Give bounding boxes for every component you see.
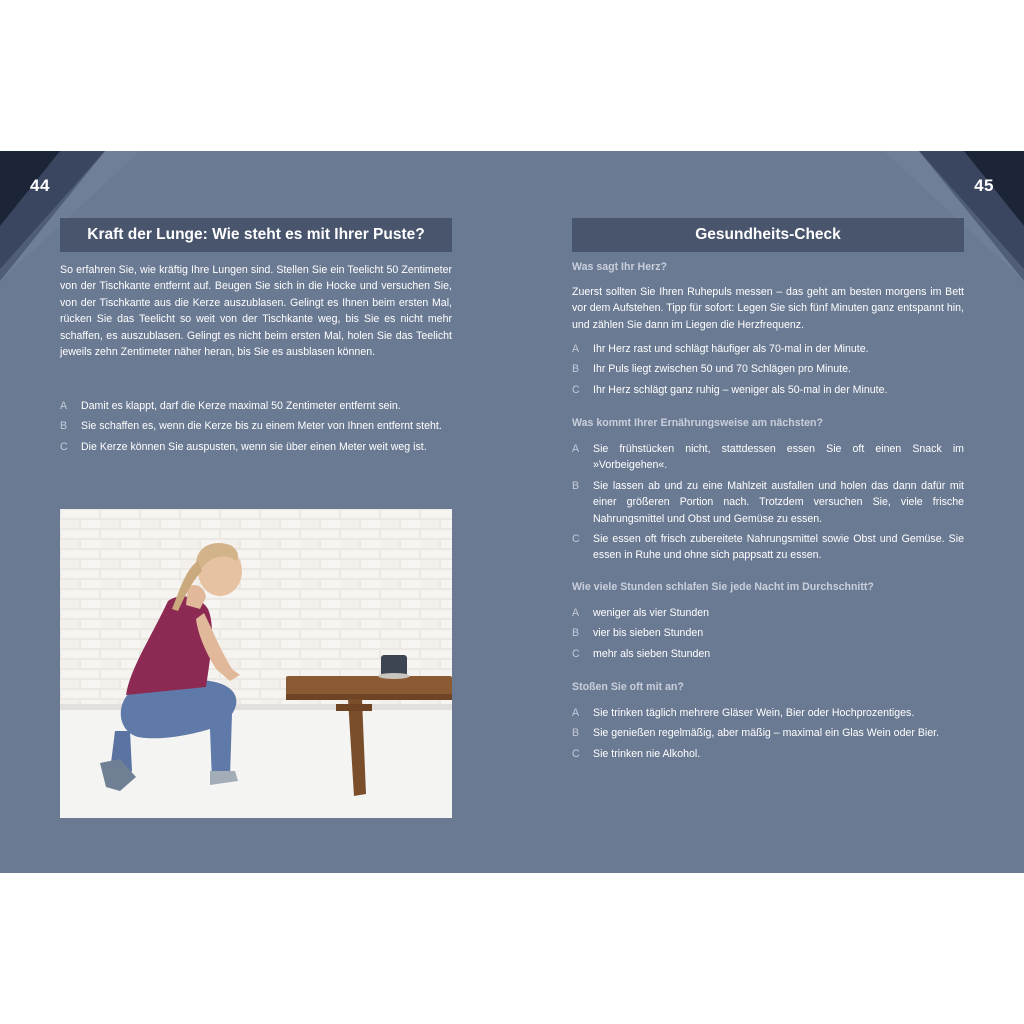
list-item <box>572 441 964 474</box>
option-text: weniger als vier Stunden <box>593 607 710 619</box>
list-item <box>572 746 964 762</box>
option-letter: C <box>572 533 580 546</box>
list-item <box>572 646 964 662</box>
option-text: Sie trinken nie Alkohol. <box>593 747 701 760</box>
list-item <box>572 705 964 721</box>
section-intro: Zuerst sollten Sie Ihren Ruhepuls messen – das geht am besten morgens im Bett vor dem Aufstehen. Tipp für sofort: Legen Sie sich fünf Minuten ganz entspannt hin, und zählen Sie dann im Liegen die Herzfrequenz. <box>572 286 964 331</box>
option-text: Sie lassen ab und zu eine Mahlzeit ausfallen und holen das dann dafür mit einer größeren Portion nach. Trotzdem versuchen Sie, viele frische Nahrungsmittel und Obst und Gemüse zu essen. <box>593 479 964 525</box>
candle-exercise-photo <box>60 509 452 818</box>
left-page-title: Kraft der Lunge: Wie steht es mit Ihrer Puste? <box>87 226 425 243</box>
list-item <box>60 398 452 414</box>
photo-illustration <box>60 509 452 818</box>
option-text: Ihr Puls liegt zwischen 50 und 70 Schlägen pro Minute. <box>593 363 851 376</box>
option-text: Sie schaffen es, wenn die Kerze bis zu einem Meter von Ihnen entfernt steht. <box>81 420 442 433</box>
option-letter: C <box>572 747 580 760</box>
option-letter: C <box>60 440 68 453</box>
list-item <box>572 531 964 564</box>
option-letter: A <box>572 443 580 455</box>
list-item <box>572 341 964 357</box>
page-number-left: 44 <box>30 176 50 195</box>
left-title-banner <box>60 218 452 252</box>
question-heading: Wie viele Stunden schlafen Sie jede Nacht im Durchschnitt? <box>572 581 874 593</box>
option-text: Die Kerze können Sie auspusten, wenn sie über einen Meter weit weg ist. <box>81 440 427 453</box>
option-text: vier bis sieben Stunden <box>593 627 704 640</box>
option-text: Sie frühstücken nicht, stattdessen essen Sie oft einen Snack im »Vorbeigehen«. <box>593 443 964 472</box>
options-list-sleep <box>572 605 964 666</box>
list-item <box>60 418 452 434</box>
option-letter: B <box>572 363 580 376</box>
option-text: Sie genießen regelmäßig, aber mäßig – maximal ein Glas Wein oder Bier. <box>593 727 940 740</box>
options-list-heart <box>572 341 964 402</box>
options-list-alcohol <box>572 705 964 766</box>
option-letter: B <box>572 627 580 640</box>
left-intro-paragraph: So erfahren Sie, wie kräftig Ihre Lungen sind. Stellen Sie ein Teelicht 50 Zentimeter von der Tischkante entfernt auf. Beugen Sie sich in die Hocke und versuchen Sie, von der Tischkante aus die Kerze auszublasen. Gelingt es Ihnen beim ersten Mal, rücken Sie das Teelicht so weit von der Tischkante weg, bis Sie es nicht mehr schaffen, es auszublasen. Gelingt es nicht beim ersten Mal, holen Sie das Teelicht jeweils zehn Zentimeter näher heran, bis Sie es ausblasen können. <box>60 264 452 359</box>
page-number-right: 45 <box>974 176 994 195</box>
option-text: Damit es klappt, darf die Kerze maximal 50 Zentimeter entfernt sein. <box>81 400 401 412</box>
option-letter: B <box>572 727 580 740</box>
question-heading: Was kommt Ihrer Ernährungsweise am nächsten? <box>572 417 823 429</box>
option-letter: A <box>60 400 68 412</box>
option-letter: A <box>572 707 580 719</box>
option-letter: C <box>572 647 580 660</box>
book-spread <box>0 151 1024 873</box>
list-item <box>60 439 452 455</box>
list-item <box>572 478 964 527</box>
option-letter: A <box>572 607 580 619</box>
option-text: mehr als sieben Stunden <box>593 647 711 660</box>
list-item <box>572 725 964 741</box>
option-text: Sie essen oft frisch zubereitete Nahrungsmittel sowie Obst und Gemüse. Sie essen in Ruhe und ohne sich pappsatt zu essen. <box>593 533 964 562</box>
list-item <box>572 361 964 377</box>
option-letter: B <box>60 420 68 433</box>
option-letter: C <box>572 383 580 396</box>
right-page-title: Gesundheits-Check <box>695 226 841 243</box>
list-item <box>572 625 964 641</box>
option-text: Ihr Herz rast und schlägt häufiger als 70-mal in der Minute. <box>593 343 869 355</box>
option-text: Ihr Herz schlägt ganz ruhig – weniger als 50-mal in der Minute. <box>593 383 888 396</box>
question-heading: Was sagt Ihr Herz? <box>572 261 667 273</box>
list-item <box>572 605 964 621</box>
option-letter: A <box>572 343 580 355</box>
options-list-nutrition <box>572 441 964 568</box>
left-options-list <box>60 398 452 459</box>
list-item <box>572 382 964 398</box>
right-title-banner <box>572 218 964 252</box>
option-text: Sie trinken täglich mehrere Gläser Wein, Bier oder Hochprozentiges. <box>593 707 915 719</box>
option-letter: B <box>572 479 580 492</box>
question-heading: Stoßen Sie oft mit an? <box>572 681 684 693</box>
